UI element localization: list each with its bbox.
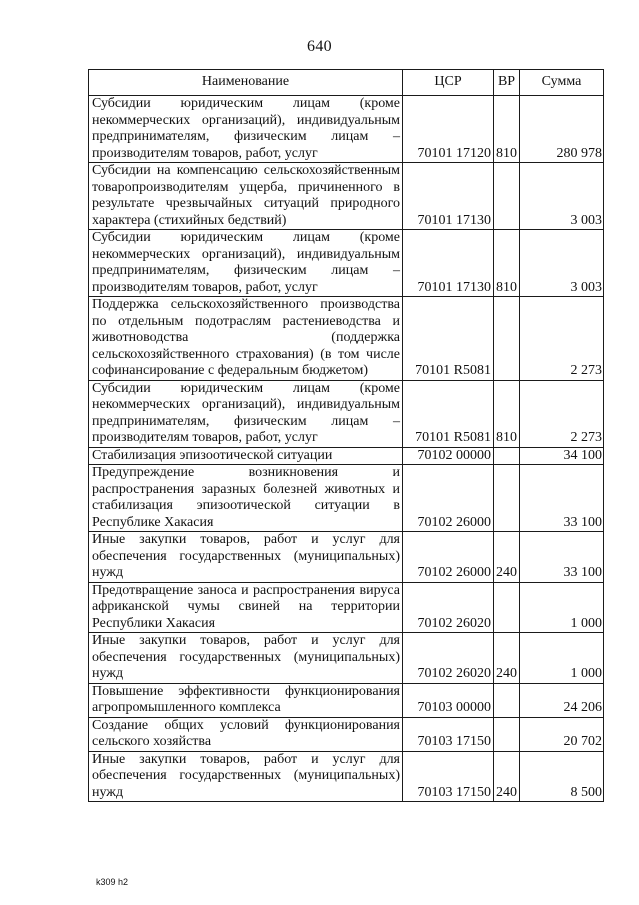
row-csr: 70102 26020 xyxy=(403,633,494,684)
row-name: Повышение эффективности функционирования агропромышленного комплекса xyxy=(89,683,403,717)
table-row xyxy=(89,532,604,583)
row-vr xyxy=(494,717,520,751)
row-name: Иные закупки товаров, работ и услуг для обеспечения государственных (муниципальных) нужд xyxy=(89,751,403,802)
table-row xyxy=(89,230,604,297)
budget-table xyxy=(88,69,604,802)
row-name: Стабилизация эпизоотической ситуации xyxy=(89,447,403,465)
row-name: Иные закупки товаров, работ и услуг для обеспечения государственных (муниципальных) нужд xyxy=(89,532,403,583)
table-row xyxy=(89,633,604,684)
row-sum: 2 273 xyxy=(520,297,604,381)
table-row xyxy=(89,96,604,163)
table-row xyxy=(89,751,604,802)
row-sum: 280 978 xyxy=(520,96,604,163)
row-name: Создание общих условий функционирования сельского хозяйства xyxy=(89,717,403,751)
row-sum: 33 100 xyxy=(520,465,604,532)
header-csr: ЦСР xyxy=(403,70,494,96)
row-vr xyxy=(494,447,520,465)
row-name: Предотвращение заноса и распространения вируса африканской чумы свиней на территории Республики Хакасия xyxy=(89,582,403,633)
row-csr: 70101 17120 xyxy=(403,96,494,163)
row-sum: 2 273 xyxy=(520,380,604,447)
page-number: 640 xyxy=(307,38,332,55)
row-sum: 34 100 xyxy=(520,447,604,465)
table-row xyxy=(89,447,604,465)
row-csr: 70103 17150 xyxy=(403,717,494,751)
row-vr: 240 xyxy=(494,751,520,802)
row-sum: 33 100 xyxy=(520,532,604,583)
row-name: Иные закупки товаров, работ и услуг для обеспечения государственных (муниципальных) нужд xyxy=(89,633,403,684)
row-name: Поддержка сельскохозяйственного производства по отдельным подотраслям растениеводства и животноводства (поддержка сельскохозяйственного страхования) (в том числе софинансирование с федеральным бюджетом) xyxy=(89,297,403,381)
row-vr: 810 xyxy=(494,96,520,163)
row-csr: 70101 17130 xyxy=(403,230,494,297)
row-vr xyxy=(494,582,520,633)
header-vr: ВР xyxy=(494,70,520,96)
row-vr: 240 xyxy=(494,532,520,583)
row-vr xyxy=(494,683,520,717)
row-csr: 70102 26000 xyxy=(403,532,494,583)
row-sum: 3 003 xyxy=(520,230,604,297)
row-sum: 1 000 xyxy=(520,633,604,684)
row-vr xyxy=(494,465,520,532)
row-sum: 24 206 xyxy=(520,683,604,717)
header-sum: Сумма xyxy=(520,70,604,96)
row-vr: 240 xyxy=(494,633,520,684)
row-csr: 70101 R5081 xyxy=(403,380,494,447)
row-vr: 810 xyxy=(494,230,520,297)
table-row xyxy=(89,465,604,532)
row-csr: 70102 00000 xyxy=(403,447,494,465)
table-row xyxy=(89,297,604,381)
row-name: Предупреждение возникновения и распространения заразных болезней животных и стабилизация эпизоотической ситуации в Республике Хакасия xyxy=(89,465,403,532)
row-name: Субсидии на компенсацию сельскохозяйственным товаропроизводителям ущерба, причиненного в результате чрезвычайных ситуаций природного характера (стихийных бедствий) xyxy=(89,163,403,230)
row-csr: 70102 26000 xyxy=(403,465,494,532)
table-row xyxy=(89,582,604,633)
table-row xyxy=(89,683,604,717)
row-vr xyxy=(494,163,520,230)
row-sum: 8 500 xyxy=(520,751,604,802)
row-csr: 70101 17130 xyxy=(403,163,494,230)
header-name: Наименование xyxy=(89,70,403,96)
row-vr: 810 xyxy=(494,380,520,447)
row-vr xyxy=(494,297,520,381)
row-sum: 3 003 xyxy=(520,163,604,230)
row-csr: 70103 00000 xyxy=(403,683,494,717)
row-name: Субсидии юридическим лицам (кроме некоммерческих организаций), индивидуальным предпринимателям, физическим лицам – производителям товаров, работ, услуг xyxy=(89,96,403,163)
row-csr: 70103 17150 xyxy=(403,751,494,802)
row-name: Субсидии юридическим лицам (кроме некоммерческих организаций), индивидуальным предпринимателям, физическим лицам – производителям товаров, работ, услуг xyxy=(89,230,403,297)
table-row xyxy=(89,380,604,447)
row-sum: 1 000 xyxy=(520,582,604,633)
table-header-row xyxy=(89,70,604,96)
table-row xyxy=(89,717,604,751)
row-name: Субсидии юридическим лицам (кроме некоммерческих организаций), индивидуальным предпринимателям, физическим лицам – производителям товаров, работ, услуг xyxy=(89,380,403,447)
footer-code: k309 h2 xyxy=(96,877,129,887)
row-sum: 20 702 xyxy=(520,717,604,751)
row-csr: 70102 26020 xyxy=(403,582,494,633)
row-csr: 70101 R5081 xyxy=(403,297,494,381)
table-row xyxy=(89,163,604,230)
